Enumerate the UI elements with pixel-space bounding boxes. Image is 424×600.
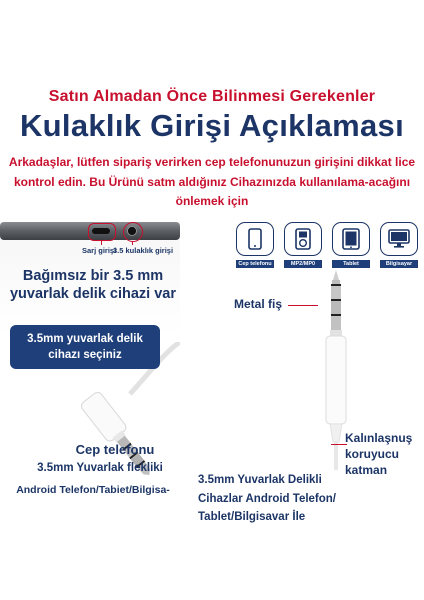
device-label: Tablet — [332, 260, 370, 268]
port-marker-jack — [123, 222, 143, 242]
port-marker-charge — [88, 223, 116, 241]
device-label: Cep telefonu — [236, 260, 274, 268]
right-description: 3.5mm Yuvarlak Delikli Cihazlar Android Telefon/ Tablet/Bilgisavar İle — [198, 474, 337, 523]
device-label: MP2/MP0 — [284, 260, 322, 268]
left-headline: Bağımsız bir 3.5 mm yuvarlak delik cihazi var — [9, 268, 177, 302]
tablet-icon — [332, 222, 370, 256]
callout-text: 3.5mm yuvarlak delik cihazı seçiniz — [27, 333, 143, 361]
left-bottom-line-2: 3.5mm Yuvarlak flekliki — [37, 462, 163, 474]
pointer-line — [288, 305, 318, 306]
left-bottom-line-1: Cep telefonu — [75, 442, 155, 457]
page-title: Kulaklık Girişi Açıklaması — [19, 108, 404, 143]
device-item-mp3 — [284, 222, 322, 268]
subtitle: Satın Almadan Önce Bilinmesi Gerekenler — [48, 88, 376, 105]
computer-monitor-icon — [380, 222, 418, 256]
mp3-player-icon — [284, 222, 322, 256]
device-item-computer — [380, 222, 418, 268]
marker-line — [132, 241, 133, 245]
left-bottom-line-3: Android Telefon/Tabiet/Bilgisa- — [16, 484, 170, 496]
device-item-tablet — [332, 222, 370, 268]
metal-plug-label: Metal fiş — [234, 297, 283, 311]
protective-layer-label: Kalınlaşnuş koruyucu katman — [345, 431, 413, 477]
port-label-charge: Sarj girişi — [82, 246, 117, 255]
callout-box — [10, 325, 160, 369]
device-item-phone — [236, 222, 274, 268]
left-product-panel — [0, 222, 180, 600]
device-label: Bilgisayar — [380, 260, 418, 268]
description-text: Arkadaşlar, lütfen sipariş verirken cep telefonunuzun girişini dikkat lice kontrol edin. Bu Ürünü satm aldığınız Cihazınızda kullanılama-acağını önlemek için — [8, 155, 416, 208]
port-label-jack: 3.5 kulaklık girişi — [113, 246, 174, 255]
mobile-phone-icon — [236, 222, 274, 256]
marker-line — [101, 241, 102, 245]
